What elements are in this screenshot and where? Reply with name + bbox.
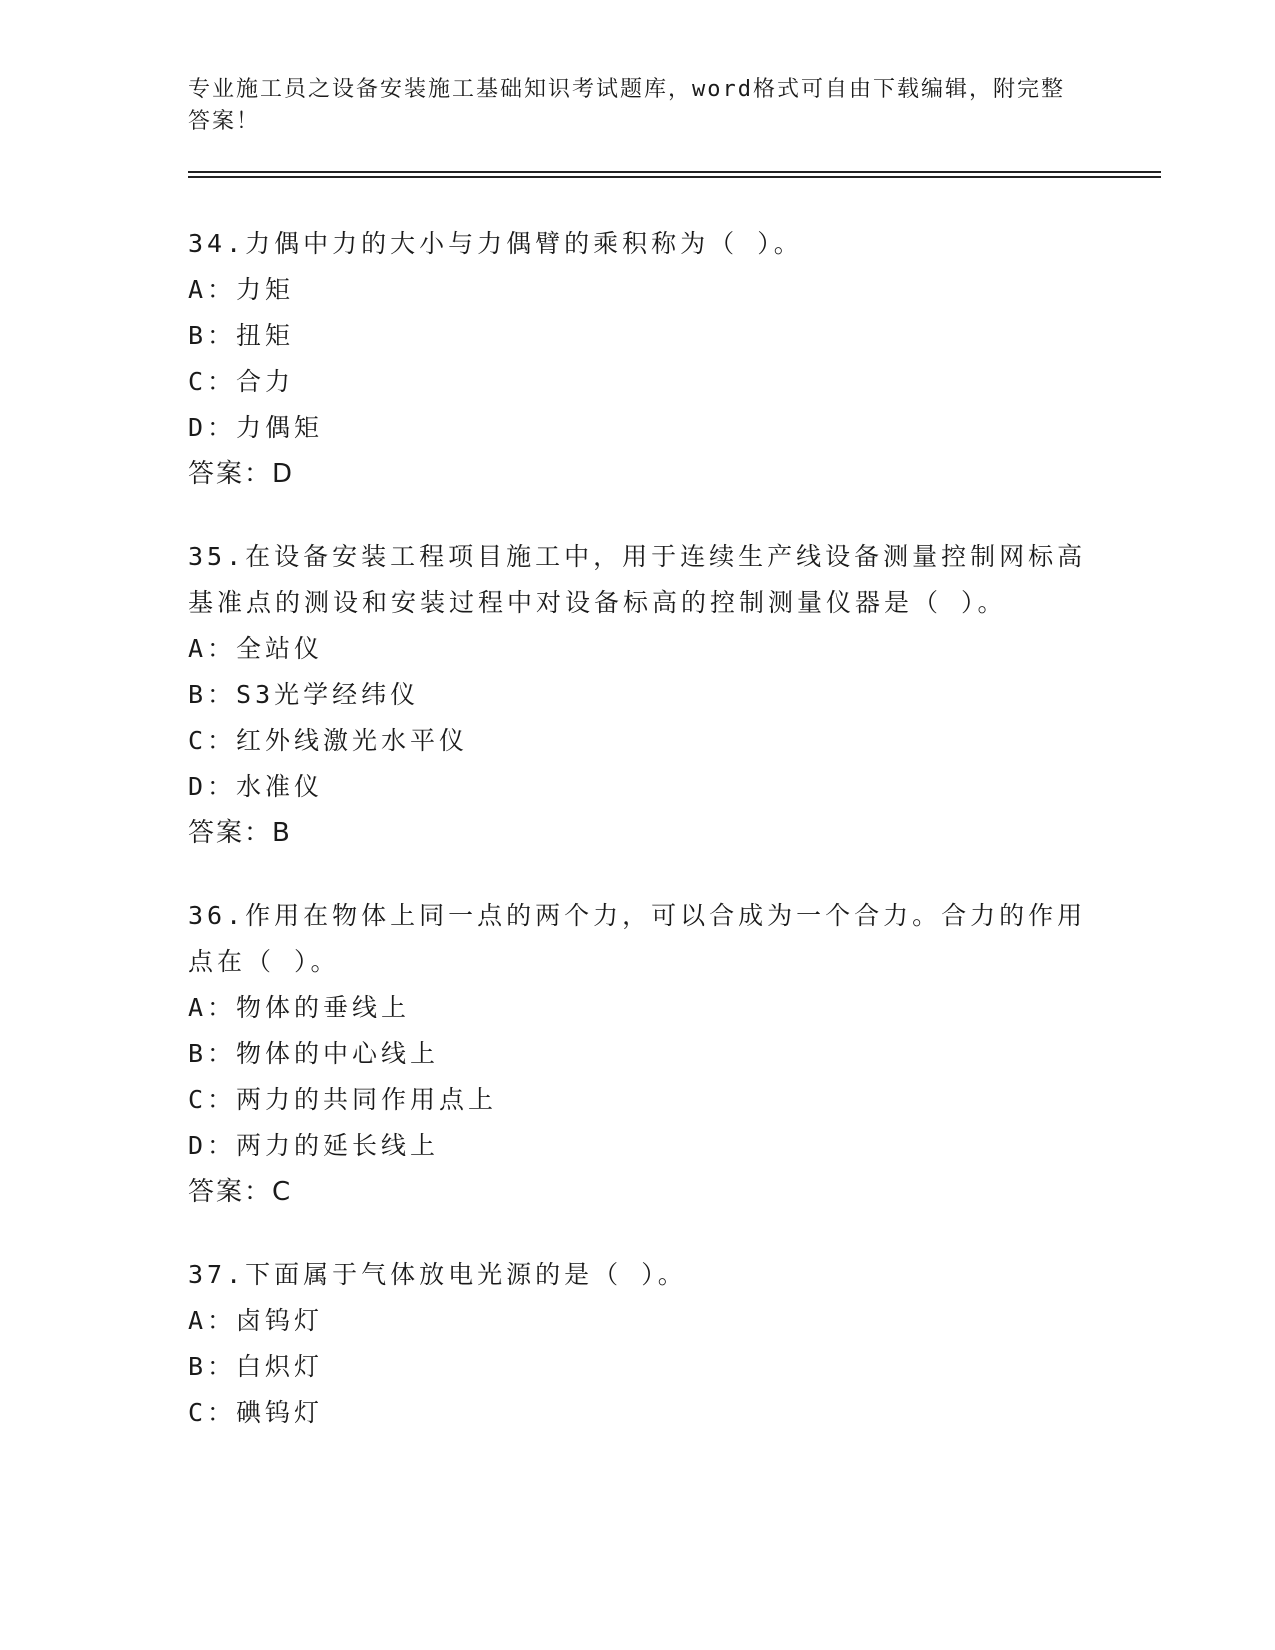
question-36	[188, 893, 1088, 1215]
option-b: B：物体的中心线上	[188, 1039, 440, 1068]
answer: 答案：B	[188, 818, 292, 848]
question-stem: 37.下面属于气体放电光源的是（ ）。	[188, 1260, 687, 1289]
option-a: A：力矩	[188, 275, 295, 304]
option-b: B：白炽灯	[188, 1352, 324, 1381]
option-a: A：卤钨灯	[188, 1306, 324, 1335]
question-stem: 36.作用在物体上同一点的两个力，可以合成为一个合力。合力的作用点在（ ）。	[188, 901, 1087, 976]
option-a: A：全站仪	[188, 634, 324, 663]
option-b: B：扭矩	[188, 321, 295, 350]
option-d: D：力偶矩	[188, 413, 324, 442]
header-divider-bottom	[188, 176, 1161, 178]
question-stem: 35.在设备安装工程项目施工中，用于连续生产线设备测量控制网标高基准点的测设和安装过程中对设备标高的控制测量仪器是（ ）。	[188, 542, 1087, 617]
option-d: D：水准仪	[188, 772, 324, 801]
option-c: C：碘钨灯	[188, 1398, 324, 1427]
option-a: A：物体的垂线上	[188, 993, 411, 1022]
answer: 答案：C	[188, 1177, 293, 1207]
option-c: C：两力的共同作用点上	[188, 1085, 498, 1114]
question-37	[188, 1252, 1088, 1436]
document-header: 专业施工员之设备安装施工基础知识考试题库，word格式可自由下载编辑，附完整答案！	[188, 77, 1065, 134]
question-35	[188, 534, 1088, 856]
header-divider-top	[188, 171, 1161, 173]
question-stem: 34.力偶中力的大小与力偶臂的乘积称为（ ）。	[188, 229, 803, 258]
option-c: C：红外线激光水平仪	[188, 726, 469, 755]
question-34	[188, 221, 1088, 497]
option-b: B：S3光学经纬仪	[188, 680, 420, 709]
option-c: C：合力	[188, 367, 295, 396]
answer: 答案：D	[188, 459, 295, 489]
option-d: D：两力的延长线上	[188, 1131, 440, 1160]
